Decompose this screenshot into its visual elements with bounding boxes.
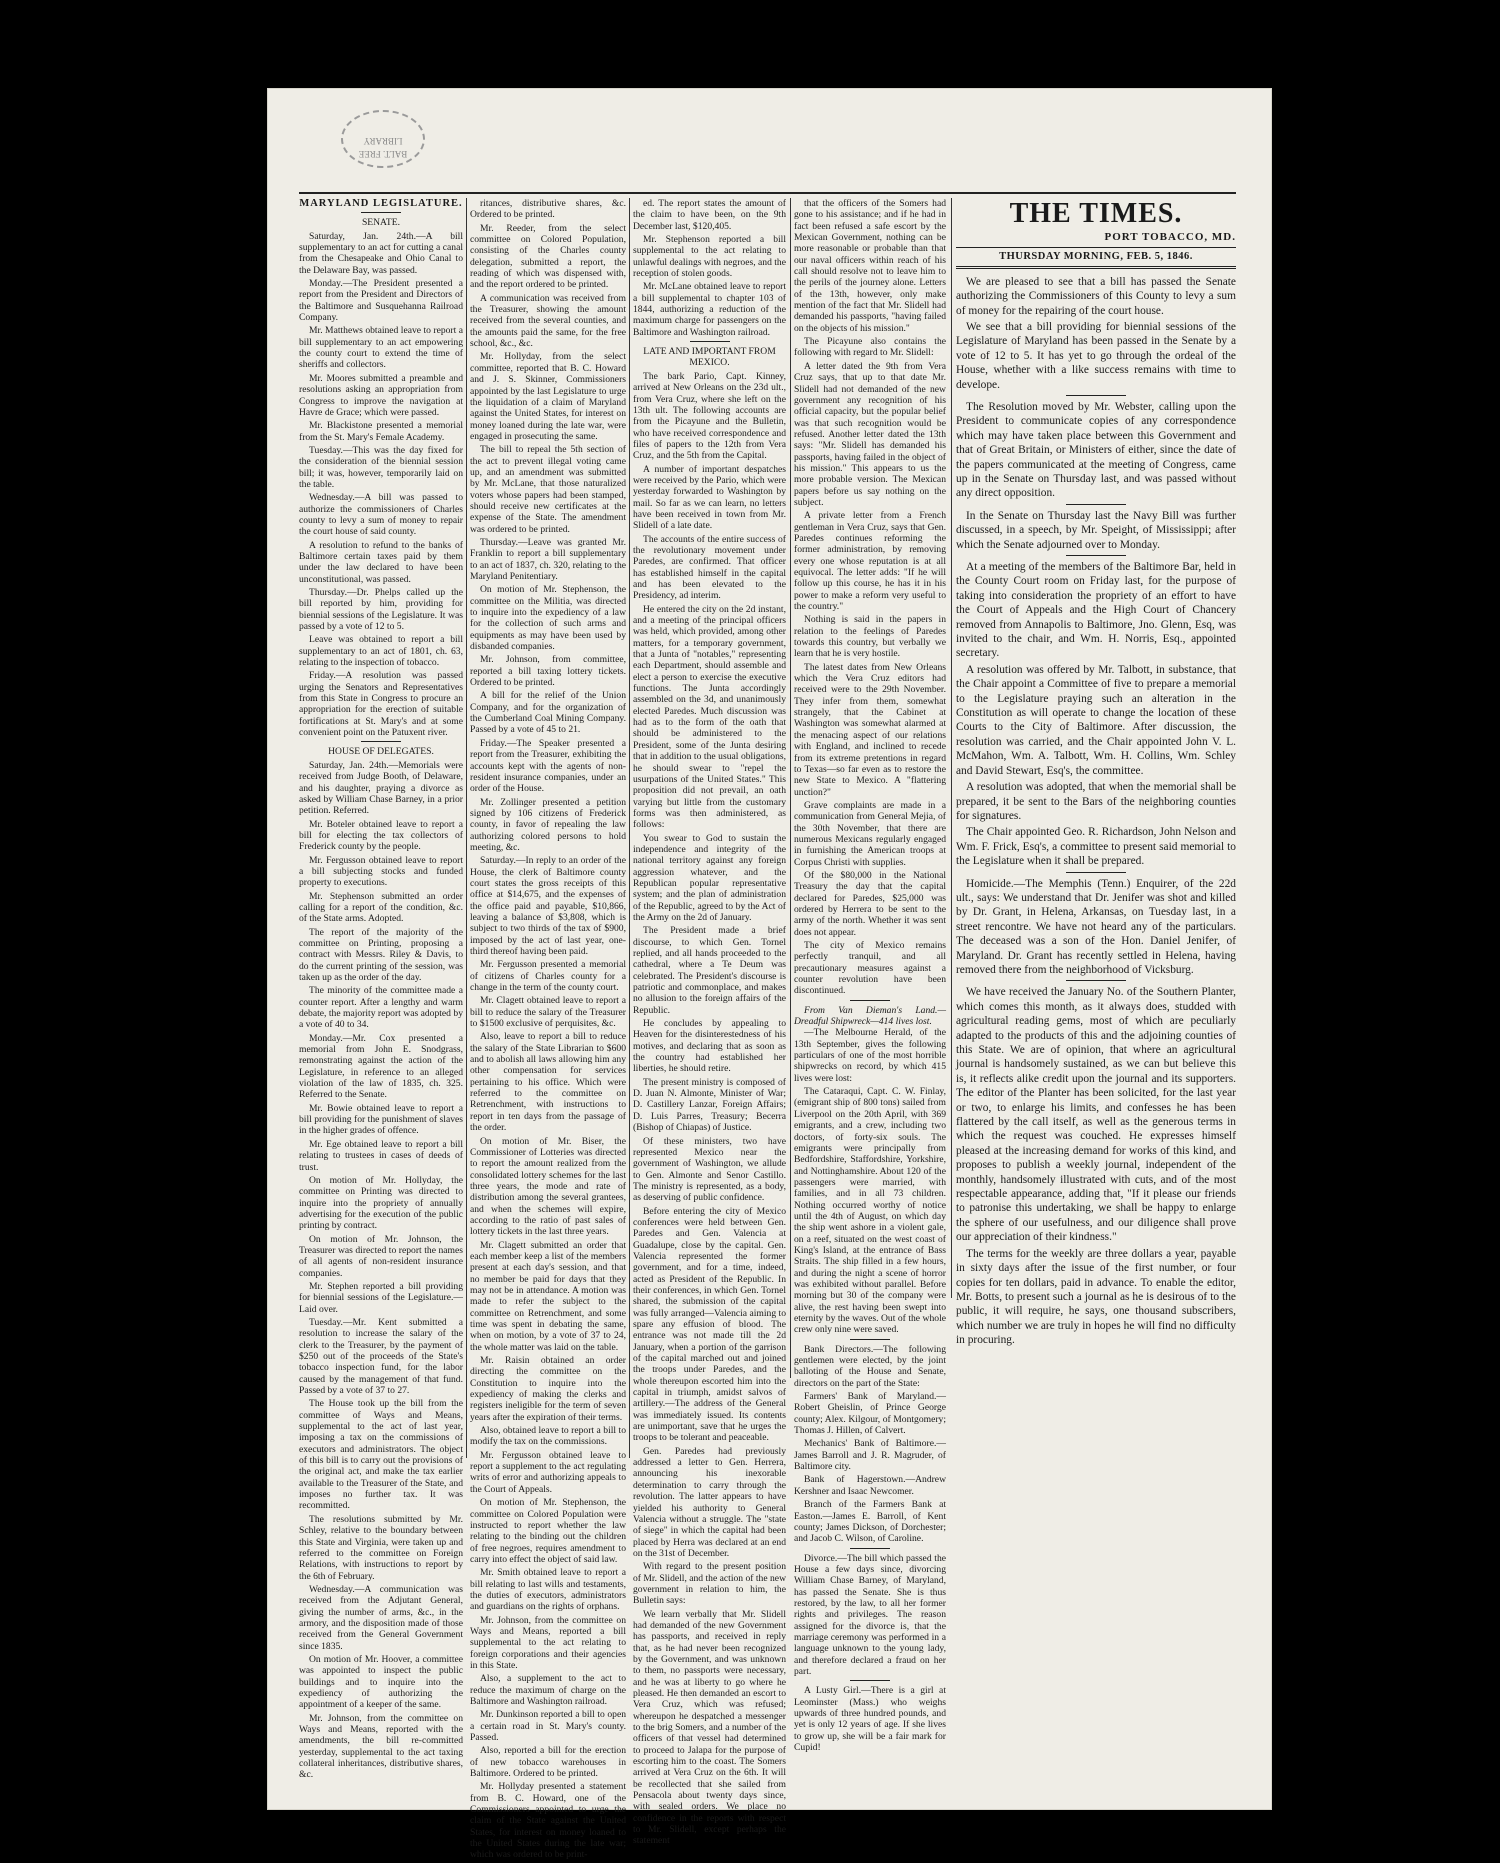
article-paragraph: On motion of Mr. Hollyday, the committee on Printing was directed to inquire into the propriety of annually advertising for the execution of the public printing by contract. xyxy=(299,1174,463,1232)
divider xyxy=(1066,504,1126,505)
article-paragraph: You swear to God to sustain the independence and integrity of the national territory against any foreign aggression whatever, and the Republican popular representative system; and the plan of administration of the Republic, agreed to by the Act of the Army on the 2d of January. xyxy=(633,832,786,923)
article-paragraph: On motion of Mr. Hoover, a committee was appointed to inspect the public buildings and to inquire into the expediency of authorizing the appointment of a keeper of the same. xyxy=(299,1653,463,1711)
editorial-articles-e xyxy=(956,877,1236,978)
article-paragraph: Bank Directors.—The following gentlemen were elected, by the joint balloting of the House and Senate, directors on the part of the State: xyxy=(794,1343,946,1389)
article-paragraph: Mr. Johnson, from the committee on Ways and Means, reported a bill supplemental to the act relating to foreign corporations and their agencies in this State. xyxy=(470,1614,626,1671)
article-paragraph: In the Senate on Thursday last the Navy Bill was further discussed, in a speech, by Mr. Speight, of Mississippi; after which the Senate adjourned over to Monday. xyxy=(956,509,1236,551)
article-paragraph: A resolution was adopted, that when the memorial shall be prepared, it be sent to the Bars of the neighboring counties for signatures. xyxy=(956,781,1236,822)
article-paragraph: The Resolution moved by Mr. Webster, calling upon the President to communicate copies of any correspondence which may have taken place between this Government and that of Great Britain, or Ministers of either, since the date of the papers communicated at the meeting of Congress, came up in the Senate on Thursday last, and was passed without any direct opposition. xyxy=(956,400,1236,500)
column-rule xyxy=(466,198,467,1458)
article-paragraph: Mr. Ege obtained leave to report a bill relating to trustees in cases of deeds of trust. xyxy=(299,1138,463,1173)
article-paragraph: Also, leave to report a bill to reduce the salary of the State Librarian to $600 and to abolish all laws allowing him any other compensation for services pertaining to his office. Which were referred to the committee on Retrenchment, with instructions to report in ten days from the passage of the order. xyxy=(470,1031,626,1134)
article-paragraph: that the officers of the Somers had gone to his assistance; and if he had in fact been refused a safe escort by the Mexican Government, nothing can be more reasonable or probable than that our naval officers within reach of his call should resolve not to leave him to the perils of the journey alone. Letters of the 13th, however, only make mention of the fact that Mr. Slidell had demanded his passports, "having failed on the objects of his mission." xyxy=(794,198,946,334)
article-paragraph: —The Melbourne Herald, of the 13th September, gives the following particulars of one of the most horrible shipwrecks on record, by which 415 lives were lost: xyxy=(794,1027,946,1084)
article-paragraph: Bank of Hagerstown.—Andrew Kershner and Isaac Newcomer. xyxy=(794,1474,946,1497)
column-rule xyxy=(951,198,952,1298)
article-paragraph: Mr. Johnson, from committee, reported a bill taxing lottery tickets. Ordered to be printed. xyxy=(470,654,626,689)
article-paragraph: Friday.—A resolution was passed urging the Senators and Representatives from this State in Congress to procure an appropriation for the erection of suitable fortifications at St. Mary's and at some convenient point on the Patuxent river. xyxy=(299,670,463,739)
column-rule xyxy=(790,198,791,1378)
article-paragraph: Thursday.—Leave was granted Mr. Franklin to report a bill supplementary to an act of 1837, ch. 320, relating to the Maryland Penitentiary. xyxy=(470,536,626,582)
article-paragraph: Saturday, Jan. 24th.—Memorials were received from Judge Booth, of Delaware, and his daughter, praying a divorce as asked by William Chase Barney, in a prior petition. Referred. xyxy=(299,759,463,817)
shipwreck-title: From Van Dieman's Land.—Dreadful Shipwreck—414 lives lost. xyxy=(794,1004,946,1028)
article-paragraph: Monday.—The President presented a report from the President and Directors of the Baltimore and Susquehanna Railroad Company. xyxy=(299,278,463,324)
divider xyxy=(1066,555,1126,556)
article-paragraph: We have received the January No. of the Southern Planter, which comes this month, as it always does, studded with agricultural reading gems, most of which are peculiarly adapted to the products of this and the adjoining counties of this State. We are of opinion, that where an agricultural journal is handsomely sustained, as we can but believe this is, it reflects alike credit upon the journal and its supporters. The editor of the Planter has been solicited, for the last year or two, to enlarge his limits, and confesses he has been flattered by the call itself, as well as the generous terms in which the request was couched. He expresses himself pleased at the increasing demand for works of this kind, and proposes to publish a weekly journal, independent of the monthly, handsomely illustrated with cuts, and of the most respectable appearance, adding that, "If it please our friends to patronise this undertaking, we shall be happy to enlarge the sphere of our usefulness, and our diligence shall prove our appreciation of their kindness." xyxy=(956,986,1236,1244)
divider xyxy=(1066,395,1126,396)
masthead-place: PORT TOBACCO, MD. xyxy=(1104,231,1236,243)
article-paragraph: Monday.—Mr. Cox presented a memorial from John E. Snodgrass, remonstrating against the action of the Legislature, in reference to an alleged violation of the law of 1835, ch. 325. Referred to the Senate. xyxy=(299,1032,463,1101)
article-paragraph: Mr. Stephen reported a bill providing for biennial sessions of the Legislature.—Laid over. xyxy=(299,1280,463,1315)
divider xyxy=(850,1339,890,1340)
article-paragraph: Mr. Bowie obtained leave to report a bill providing for the punishment of slaves in the higher grades of offence. xyxy=(299,1102,463,1137)
senate-articles xyxy=(299,231,463,739)
article-paragraph: Mr. Zollinger presented a petition signed by 106 citizens of Frederick county, in favor of repealing the law authorizing colored persons to hold meeting, &c. xyxy=(470,796,626,853)
article-paragraph: The bill to repeal the 5th section of the act to prevent illegal voting came up, and an amendment was submitted by Mr. McLane, that those naturalized voters whose papers had been stamped, should receive new certificates at the expense of the State. The amendment was ordered to be printed. xyxy=(470,444,626,535)
shipwreck-heading xyxy=(794,1005,946,1028)
divider xyxy=(1066,980,1126,981)
article-paragraph: The Cataraqui, Capt. C. W. Finlay, (emigrant ship of 800 tons) sailed from Liverpool on the 20th April, with 369 emigrants, and a crew, including two doctors, of forty-six souls. The emigrants were principally from Bedfordshire, Staffordshire, Yorkshire, and Nottinghamshire. About 120 of the passengers were married, with families, and in all 73 children. Nothing occurred worthy of notice until the 4th of August, on which day the ship went ashore in a violent gale, on a reef, situated on the west coast of King's Island, at the entrance of Bass Straits. The ship filled in a few hours, and during the night a scene of horror was exhibited without parallel. Before morning but 30 of the company were alive, the rest having been swept into eternity by the waves. Out of the whole crew only nine were saved. xyxy=(794,1086,946,1336)
article-paragraph: On motion of Mr. Stephenson, the committee on the Militia, was directed to inquire into the expediency of a law for the collection of such arms and equipments as may have been used by disbanded companies. xyxy=(470,584,626,653)
divorce-article: Divorce.—The bill which passed the House a few days since, divorcing William Chase Barney, of Maryland, has passed the Senate. She is thus restored, by the law, to all her former rights and privileges. The reason assigned for the divorce is, that the marriage ceremony was performed in a language unknown to the young lady, and therefore declared a fraud on her part. xyxy=(794,1552,946,1677)
divider xyxy=(361,212,401,213)
column-4-top-articles xyxy=(794,198,946,997)
article-paragraph: Mr. Smith obtained leave to report a bill relating to last wills and testaments, the duties of executors, administrators and guardians on the rights of orphans. xyxy=(470,1567,626,1613)
mexico-heading: LATE AND IMPORTANT FROM MEXICO. xyxy=(643,346,776,369)
masthead xyxy=(956,198,1236,269)
article-paragraph: A letter dated the 9th from Vera Cruz says, that up to that date Mr. Slidell had not demanded of the new government any recognition of his official capacity, but the popular belief was that such recognition would be refused. Another letter dated the 13th says: "Mr. Slidell has demanded his passports, having failed in the object of his mission." This appears to us the more probable version. The Mexican papers before us say nothing on the subject. xyxy=(794,360,946,508)
house-articles xyxy=(299,760,463,1781)
article-paragraph: The Chair appointed Geo. R. Richardson, John Nelson and Wm. F. Frick, Esq's, a committee to present said memorial to the Legislature when it shall be prepared. xyxy=(956,826,1236,868)
article-paragraph: Tuesday.—Mr. Kent submitted a resolution to increase the salary of the clerk to the Treasurer, by the payment of $250 out of the proceeds of the State's tobacco inspection fund, for the labor caused by the management of that fund. Passed by a vote of 37 to 27. xyxy=(299,1316,463,1397)
editorial-articles-f xyxy=(956,985,1236,1347)
article-paragraph: The present ministry is composed of D. Juan N. Almonte, Minister of War; D. Castillery Lanzar, Foreign Affairs; D. Luis Parres, Treasury; Becerra (Bishop of Chiapas) of Justice. xyxy=(633,1076,786,1134)
article-paragraph: Saturday, Jan. 24th.—A bill supplementary to an act for cutting a canal from the Chesapeake and Ohio Canal to the Delaware Bay, was passed. xyxy=(299,230,463,276)
divider xyxy=(1066,872,1126,873)
article-paragraph: A resolution was offered by Mr. Talbott, in substance, that the Chair appoint a Committee of five to prepare a memorial to the Legislature praying such an alteration in the Constitution as will operate to change the location of these Courts to the City of Baltimore. After discussion, the resolution was carried, and the Chair appointed John V. L. McMahon, Wm. A. Talbott, Wm. H. Collins, Wm. Schley and David Stewart, Esq's, the committee. xyxy=(956,663,1236,777)
article-paragraph: We see that a bill providing for biennial sessions of the Legislature of Maryland has been passed in the Senate by a vote of 12 to 5. It has yet to go through the ordeal of the House, whether with a like success remains with time to develope. xyxy=(956,320,1236,391)
editorial-articles-a xyxy=(956,275,1236,392)
article-paragraph: He entered the city on the 2d instant, and a meeting of the principal officers was held, which provided, among other matters, for a temporary government, that a Junta of "notables," representing each Department, should assemble and elect a person to exercise the executive functions. The Junta accordingly assembled on the 3d, and unanimously elected Paredes. Much discussion was had as to the form of the oath that should be administered to the President, some of the Junta desiring that in addition to the usual obligations, he should swear to "repel the usurpations of the United States." This proposition did not prevail, an oath varying but little from the customary forms was then administered, as follows: xyxy=(633,603,786,831)
article-paragraph: Branch of the Farmers Bank at Easton.—James E. Barroll, of Kent county; James Dickson, of Dorchester; and Jacob C. Wilson, of Caroline. xyxy=(794,1499,946,1545)
article-paragraph: Mr. Clagett submitted an order that each member keep a list of the members present at each day's session, and that no member be paid for days that they may not be in attendance. A motion was made to refer the subject to the committee on Retrenchment, and some time was spent in debating the same, when on motion, by a vote of 37 to 24, the whole matter was laid on the table. xyxy=(470,1239,626,1353)
article-paragraph: Mr. Clagett obtained leave to report a bill to reduce the salary of the Treasurer to $1500 exclusive of perquisites, &c. xyxy=(470,995,626,1030)
editorial-articles-d xyxy=(956,560,1236,869)
article-paragraph: Mr. Stephenson submitted an order calling for a report of the condition, &c. of the State arms. Adopted. xyxy=(299,890,463,925)
article-paragraph: Mr. Dunkinson reported a bill to open a certain road in St. Mary's county. Passed. xyxy=(470,1709,626,1744)
article-paragraph: Farmers' Bank of Maryland.—Robert Gheislin, of Prince George county; Alex. Kilgour, of Montgomery; Thomas J. Hillen, of Calvert. xyxy=(794,1391,946,1437)
article-paragraph: Mr. Fergusson presented a memorial of citizens of Charles county for a change in the term of the county court. xyxy=(470,959,626,994)
article-paragraph: We are pleased to see that a bill has passed the Senate authorizing the Commissioners of this County to levy a sum of money for the repairing of the court house. xyxy=(956,275,1236,317)
article-paragraph: Mr. Matthews obtained leave to report a bill supplementary to an act empowering the county court to extend the time of sheriffs and collectors. xyxy=(299,325,463,371)
column-rule xyxy=(629,198,630,1458)
article-paragraph: Mr. Blackistone presented a memorial from the St. Mary's Female Academy. xyxy=(299,420,463,443)
editorial-articles-b xyxy=(956,400,1236,501)
article-paragraph: The latest dates from New Orleans which the Vera Cruz editors had received were to the 29th November. They infer from them, somewhat strangely, that the Cabinet at Washington was somewhat alarmed at the menacing aspect of our relations with England, and inclined to recede from its extreme pretentions in regard to Texas—so far even as to restore the new State to Mexico. A "flattering unction?" xyxy=(794,661,946,798)
article-paragraph: Of these ministers, two have represented Mexico near the government of Washington, we allude to Gen. Almonte and Senor Castillo. The ministry is represented, as a body, as deserving of public confidence. xyxy=(633,1135,786,1204)
article-paragraph: On motion of Mr. Biser, the Commissioner of Lotteries was directed to report the amount realized from the consolidated lottery schemes for the last three years, the mode and rate of distribution among the several grantees, and when the schemes will expire, according to the ratio of past sales of lottery tickets in the last three years. xyxy=(470,1135,626,1238)
article-paragraph: Mr. Raisin obtained an order directing the committee on the Constitution to inquire into the expediency of making the clerks and registers ineligible for the term of seven years after the expiration of their terms. xyxy=(470,1355,626,1423)
article-paragraph: Mr. Boteler obtained leave to report a bill for electing the tax collectors of Frederick county by the people. xyxy=(299,818,463,853)
article-paragraph: Saturday.—In reply to an order of the House, the clerk of Baltimore county court states the gross receipts of this office at $14,675, and the expenses of the office paid and payable, $10,866, leaving a balance of $3,808, which is subject to two thirds of the tax of $900, imposed by the act of last year, one-third thereof having been paid. xyxy=(470,855,626,957)
divider xyxy=(361,741,401,742)
article-paragraph: The minority of the committee made a counter report. After a lengthy and warm debate, the majority report was adopted by a vote of 40 to 34. xyxy=(299,985,463,1031)
section-heading: MARYLAND LEGISLATURE. xyxy=(299,198,463,209)
article-paragraph: A bill for the relief of the Union Company, and for the organization of the Cumberland Coal Mining Company. Passed by a vote of 45 to 21. xyxy=(470,690,626,736)
article-paragraph: Mr. Hollyday, from the select committee, reported that B. C. Howard and J. S. Skinner, Commissioners appointed by the last Legislature to urge the liquidation of a claim of Maryland against the United States, for interest on money loaned during the late war, were engaged in prosecuting the same. xyxy=(470,351,626,442)
column-3 xyxy=(633,198,786,1847)
article-paragraph: At a meeting of the members of the Baltimore Bar, held in the County Court room on Friday last, for the purpose of taking into consideration the propriety of an effort to have the Court of Appeals and the High Court of Chancery removed from Annapolis to Baltimore, Jno. Glenn, Esq, was invited to the chair, and Wm. H. Norris, Esq., appointed secretary. xyxy=(956,561,1236,660)
article-paragraph: Also, obtained leave to report a bill to modify the tax on the commissions. xyxy=(470,1425,626,1448)
article-paragraph: Mechanics' Bank of Baltimore.—James Barroll and J. R. Magruder, of Baltimore city. xyxy=(794,1438,946,1473)
column-3-top-articles xyxy=(633,198,786,338)
column-5 xyxy=(956,198,1236,1347)
bank-articles xyxy=(794,1344,946,1545)
article-paragraph: Mr. Moores submitted a preamble and resolutions asking an appropriation from Congress to improve the navigation at Havre de Grace; which were passed. xyxy=(299,372,463,418)
article-paragraph: Leave was obtained to report a bill supplementary to an act of 1801, ch. 63, relating to the inspection of tobacco. xyxy=(299,634,463,669)
article-paragraph: Friday.—The Speaker presented a report from the Treasurer, exhibiting the accounts kept with the agents of non-resident insurance companies, under an order of the House. xyxy=(470,737,626,795)
column-1 xyxy=(299,198,463,1781)
article-paragraph: On motion of Mr. Stephenson, the committee on Colored Population were instructed to report whether the law relating to the binding out the children of free negroes, requires amendment to carry into effect the object of said law. xyxy=(470,1497,626,1565)
article-paragraph: Mr. McLane obtained leave to report a bill supplemental to chapter 103 of 1844, authorizing a reduction of the maximum charge for passengers on the Baltimore and Washington railroad. xyxy=(633,281,786,338)
shipwreck-articles xyxy=(794,1027,946,1335)
article-paragraph: With regard to the present position of Mr. Slidell, and the action of the new government in relation to him, the Bulletin says: xyxy=(633,1561,786,1607)
article-paragraph: The President made a brief discourse, to which Gen. Tornel replied, and all hands proceeded to the cathedral, where a Te Deum was celebrated. The President's discourse is patriotic and commonplace, and makes no allusion to the foreign affairs of the Republic. xyxy=(633,925,786,1016)
column-2 xyxy=(470,198,626,1861)
article-paragraph: The bark Pario, Capt. Kinney, arrived at New Orleans on the 23d ult., from Vera Cruz, where she left on the 13th ult. The following accounts are from the Picayune and the Bulletin, who have received correspondence and files of papers to the 12th from Vera Cruz, and the 5th from the Capital. xyxy=(633,370,786,462)
divider xyxy=(690,341,730,342)
article-paragraph: Before entering the city of Mexico conferences were held between Gen. Paredes and Gen. Valencia at Guadalupe, close by the capital. Gen. Valencia represented the former government, and for a time, indeed, acted as President of the Republic. In their conferences, in which Gen. Tornel shared, the submission of the capital was fully arranged—Valencia aiming to spare any effusion of blood. The entrance was not made till the 2d January, when a portion of the garrison of the capital marched out and joined the troops under Paredes, and the whole thereupon escorted him into the capital in triumph, amidst salvos of artillery.—The address of the General was immediately issued. Its contents are unimportant, save that he urges the troops to be tolerant and peaceable. xyxy=(633,1205,786,1444)
article-paragraph: ritances, distributive shares, &c. Ordered to be printed. xyxy=(470,198,626,221)
divider xyxy=(850,1680,890,1681)
article-paragraph: The Picayune also contains the following with regard to Mr. Slidell: xyxy=(794,336,946,359)
article-paragraph: Mr. Stephenson reported a bill supplemental to the act relating to unlawful dealings with negroes, and the reception of stolen goods. xyxy=(633,234,786,280)
article-paragraph: Mr. Fergusson obtained leave to report a supplement to the act regulating writs of error and authorizing appeals to the Court of Appeals. xyxy=(470,1449,626,1495)
column-2-articles xyxy=(470,198,626,1861)
article-paragraph: A resolution to refund to the banks of Baltimore certain taxes paid by them under the law declared to have been unconstitutional, was passed. xyxy=(299,539,463,585)
article-paragraph: The accounts of the entire success of the revolutionary movement under Paredes, are confirmed. That officer has established himself in the capital and has been elevated to the Presidency, ad interim. xyxy=(633,533,786,602)
article-paragraph: Mr. Hollyday presented a statement from B. C. Howard, one of the Commissioners appointed to urge the claim of the State against the United States, for interest on money loaned to the United States during the late war; which was ordered to be print- xyxy=(470,1781,626,1861)
editorial-articles-c xyxy=(956,509,1236,552)
article-paragraph: The report of the majority of the committee on Printing, proposing a contract with Messrs. Riley & Davis, to do the current printing of the session, was taken up as the order of the day. xyxy=(299,926,463,983)
article-paragraph: The House took up the bill from the committee of Ways and Means, supplemental to the act of last year, imposing a tax on the commissions of executors and administrators. The object of this bill is to carry out the provisions of the original act, and make the tax earlier available to the Treasurer of the State, and imposes no further tax. It was recommitted. xyxy=(299,1398,463,1512)
divider xyxy=(850,1000,890,1001)
article-paragraph: The terms for the weekly are three dollars a year, payable in sixty days after the issue of the first number, or four copies for ten dollars, paid in advance. To enable the editor, Mr. Botts, to present such a journal as he is desirous of to the public, it will require, he says, one thousand subscribers, which number we are truly in hopes he will find no difficulty in procuring. xyxy=(956,1247,1236,1347)
article-paragraph: The resolutions submitted by Mr. Schley, relative to the boundary between this State and Virginia, were taken up and referred to the committee on Foreign Relations, with instructions to report by the 6th of February. xyxy=(299,1513,463,1582)
article-paragraph: He concludes by appealing to Heaven for the disinterestedness of his motives, and declaring that as soon as the country had established her liberties, he should retire. xyxy=(633,1018,786,1075)
article-paragraph: Also, a supplement to the act to reduce the maximum of charge on the Baltimore and Washington railroad. xyxy=(470,1673,626,1707)
article-paragraph: Nothing is said in the papers in relation to the feelings of Paredes towards this country, but verbally we learn that he is very hostile. xyxy=(794,614,946,660)
article-paragraph: Thursday.—Dr. Phelps called up the bill reported by him, providing for biennial sessions of the Legislature. It was passed by a vote of 12 to 5. xyxy=(299,587,463,633)
article-paragraph: ed. The report states the amount of the claim to have been, on the 9th December last, $120,405. xyxy=(633,198,786,232)
article-paragraph: Wednesday.—A bill was passed to authorize the commissioners of Charles county to levy a sum of money to repair the court house of said county. xyxy=(299,492,463,538)
article-paragraph: Of the $80,000 in the National Treasury the day that the capital declared for Paredes, $25,000 was ordered by Herrera to be sent to the army of the north. Whether it was sent does not appear. xyxy=(794,869,946,938)
sub-heading: HOUSE OF DELEGATES. xyxy=(328,746,434,758)
article-paragraph: Tuesday.—This was the day fixed for the consideration of the biennial session bill; it was, however, temporarily laid on the table. xyxy=(299,444,463,490)
masthead-date: THURSDAY MORNING, FEB. 5, 1846. xyxy=(956,247,1236,268)
article-paragraph: Mr. Reeder, from the select committee on Colored Population, consisting of the Charles county delegation, submitted a report, the reading of which was dispensed with, and the report ordered to be printed. xyxy=(470,222,626,291)
divider xyxy=(850,1548,890,1549)
article-paragraph: A number of important despatches were received by the Pario, which were yesterday forwarded to Washington by mail. So far as we can learn, no letters have been received in town from Mr. Slidell of a late date. xyxy=(633,463,786,532)
masthead-title: THE TIMES. xyxy=(1009,198,1183,229)
article-paragraph: Wednesday.—A communication was received from the Adjutant General, giving the number of arms, &c., in the armory, and the disposition made of those received from the General Government since 1835. xyxy=(299,1583,463,1652)
article-paragraph: Gen. Paredes had previously addressed a letter to Gen. Herrera, announcing his inexorable determination to carry through the revolution. The latter appears to have yielded his authority to General Valencia without a struggle. The "state of siege" in which the capital had been placed by Herra was declared at an end on the 31st of December. xyxy=(633,1445,786,1559)
column-4 xyxy=(794,198,946,1754)
article-paragraph: Homicide.—The Memphis (Tenn.) Enquirer, of the 22d ult., says: We understand that Dr. Jenifer was shot and killed by Dr. Grant, in Helena, Arkansas, on Tuesday last, in a street rencontre. We have not heard any of the particulars. The deceased was a son of the Hon. Daniel Jenifer, of Maryland. Dr. Grant has recently settled in Helena, having removed there from the neighborhood of Vicksburg. xyxy=(956,877,1236,976)
stamp-text: BALT. FREE LIBRARY xyxy=(358,136,408,159)
article-paragraph: We learn verbally that Mr. Slidell had demanded of the new Government has passports, and received in reply that, as he had never been recognized by the Government, and was unknown to them, no passports were necessary, and he was at liberty to go where he pleased. He then demanded an escort to Vera Cruz, which was refused; whereupon he despatched a messenger to the brig Somers, and a number of the officers of that vessel had determined to proceed to Jalapa for the purpose of escorting him to the coast. The Somers arrived at Vera Cruz on the 6th. It will be recollected that she sailed from Pensacola about twenty days since, with sealed orders. We place no confidence in the reports with respect to Mr. Slidell, except perhaps the statement xyxy=(633,1608,786,1847)
newspaper-page xyxy=(267,88,1272,1861)
article-paragraph: On motion of Mr. Johnson, the Treasurer was directed to report the names of all agents of non-resident insurance companies. xyxy=(299,1233,463,1279)
top-rule xyxy=(299,192,1236,194)
sub-heading: SENATE. xyxy=(361,217,401,229)
article-paragraph: Mr. Fergusson obtained leave to report a bill subjecting stocks and funded property to executions. xyxy=(299,854,463,889)
article-paragraph: A communication was received from the Treasurer, showing the amount received from the several counties, and the amounts paid the same, for the free school, &c., &c. xyxy=(470,292,626,350)
girl-article: A Lusty Girl.—There is a girl at Leominster (Mass.) who weighs upwards of three hundred pounds, and yet is only 12 years of age. If she lives to grow up, she will be a fair mark for Cupid! xyxy=(794,1685,946,1754)
article-paragraph: Also, reported a bill for the erection of new tobacco warehouses in Baltimore. Ordered to be printed. xyxy=(470,1745,626,1780)
mexico-articles xyxy=(633,371,786,1847)
article-paragraph: A private letter from a French gentleman in Vera Cruz, says that Gen. Paredes continues reforming the former administration, by removing every one whose reputation is at all equivocal. The letter adds: "If he will follow up this course, he has it in his power to make a reform very useful to the country." xyxy=(794,510,946,613)
library-stamp xyxy=(341,110,425,168)
article-paragraph: Grave complaints are made in a communication from General Mejia, of the 30th November, that there are numerous Mexicans regularly engaged in furnishing the American troops at Corpus Christi with supplies. xyxy=(794,799,946,868)
article-paragraph: The city of Mexico remains perfectly tranquil, and all precautionary measures against a counter revolution have been discontinued. xyxy=(794,940,946,997)
article-paragraph: Mr. Johnson, from the committee on Ways and Means, reported with the amendments, the bill re-committed yesterday, supplemental to the act taxing collateral inheritances, distributive shares, &c. xyxy=(299,1712,463,1781)
